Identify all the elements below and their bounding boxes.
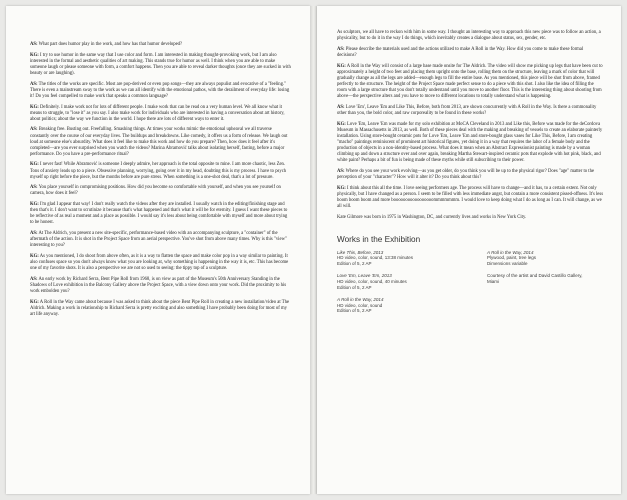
work-detail: Dimensions variable bbox=[487, 260, 528, 266]
speaker-label: AS: bbox=[30, 276, 38, 282]
work-detail: HD video, color, sound, 13:38 minutes bbox=[337, 255, 414, 261]
interview-paragraph bbox=[30, 42, 292, 48]
speaker-label: KG: bbox=[30, 162, 39, 168]
work-detail: Edition of 5, 2 AP bbox=[337, 308, 372, 314]
interview-paragraph bbox=[337, 122, 603, 165]
paragraph-text: What part does humor play in the work, and how has that humor developed? bbox=[38, 42, 183, 47]
paragraph-text: Love 'Em, Leave 'Em was made for my solo exhibition at MoCA Cleveland in 2013 and Like this, Before was made for the deCordova Museum in Massachusetts in 2013, as well. Both of these pieces deal with the making and breaking of vessels to create an elaborate painterly installation. Using store-bought ceramic pots for Love 'Em, Leave 'Em and store-bought glass vases for Like This, Before, I am creating "macho" paintings reminiscent of prominent art historical figures, yet doing it in a way that requires the labor of a female body and the production of objects in a non-identity-based process. What does it mean when an Abstract Expressionist painting is made by a woman climbing up and down a structure over and over again, breaking Martha Stewart-inspired ceramic pots that explode with hot pink, black, and white paint? Perhaps a bit of fun is being made of these myths while still subscribing to their power. bbox=[337, 121, 603, 164]
credit-line: Courtesy of the artist and David Castillo Gallery, bbox=[487, 273, 583, 279]
speaker-label: AS: bbox=[30, 42, 38, 47]
paragraph-text: I try to use humor in the same way that I use color and form. I am interested in making thought-provoking work, but I am also interested in the formal and aesthetic qualities of art making. This stands true for humor as well. I think when you are able to make someone laugh or please someone with form, a comfort happens. Then you are able to reveal darker thoughts (once they are sucked in with beauty or are laughing). bbox=[30, 52, 291, 76]
interview-paragraph bbox=[30, 162, 292, 180]
works-heading: Works in the Exhibition bbox=[337, 234, 421, 244]
interview-paragraph bbox=[337, 186, 603, 210]
interview-paragraph bbox=[30, 82, 292, 100]
interview-paragraph bbox=[337, 47, 603, 59]
paragraph-text: As sculptors, we all have to reckon with him in some way. I thought an interesting way to approach this new piece was to follow an action, a physicality, but to do it in the way I do things, which inevitably creates a dialogue about status, sex, gender, etc. bbox=[337, 30, 601, 42]
paragraph-text: I'm glad I appear that way! I don't really watch the videos after they are installed. I usually watch in the editing/finishing stage and then that's it. I don't want to scrutinize it because that's what happened and that's what it will be for eternity. I guess I want these pieces to be reflective of as real a moment and a place as possible. I would say it's less about being comfortable with myself and more about trying to be honest. bbox=[30, 202, 288, 226]
speaker-label: KG: bbox=[30, 52, 39, 58]
speaker-label: AS: bbox=[30, 231, 38, 237]
paragraph-text: A Roll in the Way came about because I was asked to think about the piece Bent Pipe Roll in creating a new installation/video at The Aldrich. Making a work in relationship to Richard Serra is pretty exciting and also something I have probably been doing for most of my art life anyway. bbox=[30, 299, 290, 317]
right-column bbox=[337, 30, 603, 314]
book-gutter bbox=[310, 6, 317, 494]
interview-paragraph bbox=[30, 254, 292, 272]
paragraph-text: The titles of the works are specific. Most are pop-derived or even pop songs—they are always populist and evocative of a "feeling." There is even a mainstream sway to the work as we can all identify with the emotional pathos, with the derailment of everyday life: losing it! Do you feel compelled to make work that speaks a common language? bbox=[30, 81, 290, 99]
interview-paragraph bbox=[337, 30, 603, 42]
interview-paragraph bbox=[30, 277, 292, 295]
paragraph-text: Please describe the materials used and the actions utilized to make A Roll in the Way. How did you come to make these formal decisions? bbox=[337, 46, 584, 58]
paragraph-text: Breaking free. Busting out. Freefalling. Smashing things. At times your works mimic the emotional upheaval we all traverse constantly over the course of our everyday lives. The buildups and breakdowns. Like comedy, it offers us a form of release. We laugh out loud at someone else's absurdity. What does it feel like to make this work and how do you prepare? Then, how does it feel after it's completed—are you ever surprised when you watch the videos? Marina Abramović talks about isolating herself, fasting, before a major performance. Do you have a pre-performance ritual? bbox=[30, 127, 288, 157]
paragraph-text: Where do you see your work evolving—as you get older, do you think you will be up to the physical rigor? Does "age" matter to the perception of your "character"? How will it alter it? Do you think about this? bbox=[337, 168, 595, 180]
work-detail: HD video, color, sound, 40 minutes bbox=[337, 278, 407, 284]
work-detail: Edition of 5, 2 AP bbox=[337, 260, 372, 266]
interview-paragraph bbox=[337, 169, 603, 181]
artist-bio bbox=[337, 215, 603, 221]
speaker-label: AS: bbox=[337, 168, 345, 174]
left-page bbox=[6, 6, 310, 494]
speaker-label: KG: bbox=[30, 299, 39, 305]
speaker-label: KG: bbox=[337, 185, 346, 191]
paragraph-text: I think about this all the time. I love seeing performers age. The process will have to change—and it has, to a certain extent. Not only physically, but I have changed as a person. I seem to be filled with less immediate angst, but contain a more consistent pissed-offness. It's less boom boom boom and more booooooooooooooooommmmmmm. I would love to keep doing what I do as long as I can. It will change, as we all will. bbox=[337, 185, 604, 209]
work-title: Like This, Before, 2013 bbox=[337, 249, 384, 255]
work-credit bbox=[487, 273, 603, 290]
paragraph-text: I never fast! While Abramović is someone I deeply admire, her approach is the total opposite to mine. I am more chaotic, less Zen. Tons of anxiety leads up to a piece. Obsessive planning, worrying, going over it in my head, doubting this is my process. I have to psych myself up right before the piece, but the months before are pure stress. When something is a one-shot deal, that's a lot of pressure. bbox=[30, 162, 287, 180]
interview-paragraph bbox=[30, 231, 292, 249]
work-detail: Plywood, paint, tree legs bbox=[487, 255, 537, 261]
interview-paragraph bbox=[337, 105, 603, 117]
speaker-label: AS: bbox=[337, 46, 345, 52]
work-entry bbox=[337, 250, 487, 267]
speaker-label: KG: bbox=[337, 63, 346, 69]
work-entry bbox=[487, 250, 603, 267]
paragraph-text: At The Aldrich, you present a new site-specific, performance-based video with an accompanying sculpture, a "container" of the aftermath of the action. It is shot in the Project Space from an aerial perspective. You've shot from above many times. Why is this "view" interesting to you? bbox=[30, 231, 287, 249]
work-title: Love 'Em, Leave 'Em, 2013 bbox=[337, 273, 392, 279]
work-title: A Roll in the Way, 2014 bbox=[337, 297, 384, 303]
speaker-label: KG: bbox=[30, 202, 39, 208]
speaker-label: AS: bbox=[30, 127, 38, 133]
speaker-label: KG: bbox=[30, 104, 39, 110]
paragraph-text: As you mentioned, I do shoot from above often, as it is a way to flatten the space and make color pop in a way similar to painting. It also confuses space so you don't always know what you are looking at, why something is happening in the way it is, etc. This has become one of my favorite shots. It is also a perspective we are not so used to seeing: the tippy top of a sculpture. bbox=[30, 253, 289, 272]
interview-paragraph bbox=[30, 202, 292, 226]
work-detail: Edition of 5, 2 AP bbox=[337, 284, 372, 290]
paragraph-text: A Roll in the Way will consist of a large base made onsite for The Aldrich. The video will show me picking up legs that have been cut to approximately a height of two feet and placing them upright onto the base, rolling them on the structure, leaving a mark of color that will gradually change as all the legs are added—enough legs to fill the entire base. As you mentioned, this piece will be shot from above, framed perfectly to the structure. The height of the Project Space made perfect sense to do a piece with this shot. I also like the idea of filling the room with a large structure that you don't totally understand until you move to another floor. This is the interesting thing about shooting from above—the perspective alters and you have to move to different locations to totally understand what is happening. bbox=[337, 63, 603, 100]
credit-line: Miami bbox=[487, 278, 499, 284]
work-title: A Roll in the Way, 2014 bbox=[487, 249, 534, 255]
interview-paragraph bbox=[30, 127, 292, 157]
right-page bbox=[317, 6, 621, 494]
interview-paragraph bbox=[337, 64, 603, 101]
paragraph-text: Kate Gilmore was born in 1975 in Washington, DC, and currently lives and works in New York City. bbox=[337, 214, 527, 220]
paragraph-text: You place yourself in compromising positions. How did you become so comfortable with yourself, and when you see yourself on camera, how does it feel? bbox=[30, 185, 281, 197]
interview-paragraph bbox=[30, 300, 292, 318]
left-column bbox=[30, 42, 292, 323]
paragraph-text: An early work by Richard Serra, Bent Pipe Roll from 1968, is on view as part of the Museum's 50th Anniversary Standing in the Shadows of Love exhibition in the Balcony Gallery above the Project Space, with a view down onto your work. Did the proximity to his work embolden you? bbox=[30, 276, 287, 295]
speaker-label: KG: bbox=[30, 253, 39, 259]
interview-paragraph bbox=[30, 185, 292, 197]
speaker-label: AS: bbox=[30, 185, 38, 191]
work-entry bbox=[337, 297, 487, 314]
paragraph-text: Definitely. I make work not for lots of different people. I make work that can be read on a very human level. We all know what it means to struggle, to "lose it" as you say. I also make work for individuals who are interested in having a conversation about art history, about politics; about the way we function in the world. I hope there are lots of different ways to enter it. bbox=[30, 104, 285, 122]
work-detail: HD video, color, sound bbox=[337, 302, 383, 308]
interview-paragraph bbox=[30, 105, 292, 123]
speaker-label: KG: bbox=[337, 121, 346, 127]
work-entry bbox=[337, 273, 487, 290]
works-list bbox=[337, 250, 603, 314]
speaker-label: AS: bbox=[337, 104, 345, 110]
interview-paragraph bbox=[30, 53, 292, 77]
speaker-label: AS: bbox=[30, 81, 38, 87]
paragraph-text: Love 'Em', Leave 'Em and Like This, Before, both from 2013, are shown concurrently with A Roll in the Way. Is there a commonality other than you, the bold color, and raw corporeality to be found in these works? bbox=[337, 104, 597, 116]
